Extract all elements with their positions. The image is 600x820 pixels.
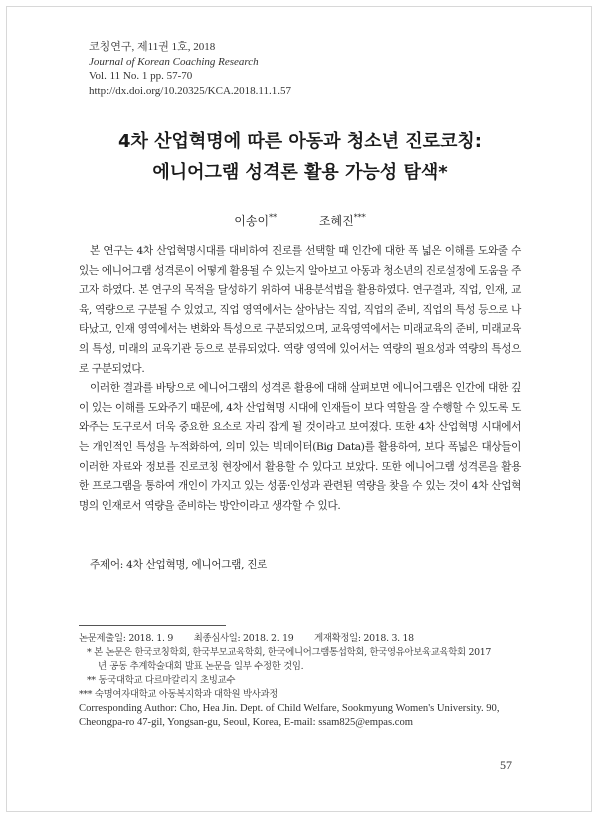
author-2-name: 조혜진 [318, 214, 354, 228]
abstract [79, 242, 521, 516]
corresponding-author-line-2: Cheongpa-ro 47-gil, Yongsan-gu, Seoul, Korea, E-mail: ssam825@empas.com [79, 717, 413, 728]
footnote-2: ** 동국대학교 다르마칼리지 초빙교수 [87, 675, 236, 686]
submitted-date: 논문제출일: 2018. 1. 9 [79, 633, 174, 644]
journal-name-english: Journal of Korean Coaching Research [89, 55, 259, 68]
page-number: 57 [500, 758, 512, 772]
date-line [79, 632, 529, 646]
author-2 [319, 214, 366, 228]
footnote-3: *** 숙명여자대학교 아동복지학과 대학원 박사과정 [79, 689, 279, 700]
footnote-1-line-2: 년 공동 추계학술대회 발표 논문을 일부 수정한 것임. [98, 661, 304, 672]
journal-name-korean: 코칭연구, 제11권 1호, 2018 [89, 41, 216, 53]
volume-info: Vol. 11 No. 1 pp. 57-70 [89, 70, 193, 83]
title-line-2: 에니어그램 성격론 활용 가능성 탐색* [152, 162, 448, 183]
author-1 [234, 214, 277, 228]
title-line-1: 4차 산업혁명에 따른 아동과 청소년 진로코칭: [117, 131, 483, 152]
doi-link[interactable]: http://dx.doi.org/10.20325/KCA.2018.11.1.57 [89, 84, 291, 97]
author-list [0, 212, 600, 229]
corresponding-author-line-1: Corresponding Author: Cho, Hea Jin. Dept. of Child Welfare, Sookmyung Women's University. 90, [79, 703, 500, 714]
author-2-mark: *** [353, 213, 366, 222]
footnote-1-line-1: * 본 논문은 한국코칭학회, 한국부모교육학회, 한국에니어그램통섭학회, 한국영유아보육교육학회 2017 [87, 647, 492, 658]
paper-title [0, 126, 600, 188]
reviewed-date: 최종심사일: 2018. 2. 19 [193, 633, 294, 644]
author-1-name: 이송이 [234, 214, 270, 228]
accepted-date: 게재확정일: 2018. 3. 18 [314, 633, 414, 644]
abstract-paragraph-1: 본 연구는 4차 산업혁명시대를 대비하여 진로를 선택할 때 인간에 대한 폭 넓은 이해를 도와줄 수 있는 에니어그램 성격론이 어떻게 활용될 수 있는지 알아보고 아동과 청소년의 진로설정에 도움을 주고자 하였다. 본 연구의 목적을 달성하기 위하여 내용분석법을 활용하였다. 연구결과, 직업, 인재, 교육, 역량으로 구분될 수 있었고, 직업 영역에서는 살아남는 직업, 직업의 준비, 직업의 특성 등으로 나타났고, 인재 영역에서는 변화와 특성으로 구분되었으며, 교육영역에서는 미래교육의 준비, 미래교육의 특성, 미래의 교육기관 등으로 분류되었다. 역량 영역에 있어서는 역량의 필요성과 역량의 특성으로 구분되었다. [79, 245, 521, 375]
abstract-paragraph-2: 이러한 결과를 바탕으로 에니어그램의 성격론 활용에 대해 살펴보면 에니어그램은 인간에 대한 깊이 있는 이해를 도와주기 때문에, 4차 산업혁명 시대에 인재들이 보다 역할을 잘 수행할 수 있도록 도와주는 도구로서 더욱 중요한 요소로 자리 잡게 될 것이라고 보여졌다. 또한 4차 산업혁명 시대에서는 개인적인 특성을 누적화하여, 의미 있는 빅데이터(Big Data)를 활용하여, 보다 폭넓은 대상들이 이러한 자료와 정보를 진로코칭 현장에서 활용할 수 있다고 보았다. 또한 에니어그램 성격론을 활용한 프로그램을 통하여 개인이 가지고 있는 성품·인성과 관련된 역량을 찾을 수 있는 것이 4차 산업혁명의 인재로서 역량을 준비하는 방안이라고 생각할 수 있다. [79, 382, 521, 512]
footnote-divider [79, 625, 226, 626]
keywords: 주제어: 4차 산업혁명, 에니어그램, 진로 [90, 559, 268, 571]
journal-header [89, 40, 291, 98]
footnotes [79, 632, 529, 730]
author-1-mark: ** [269, 213, 278, 222]
